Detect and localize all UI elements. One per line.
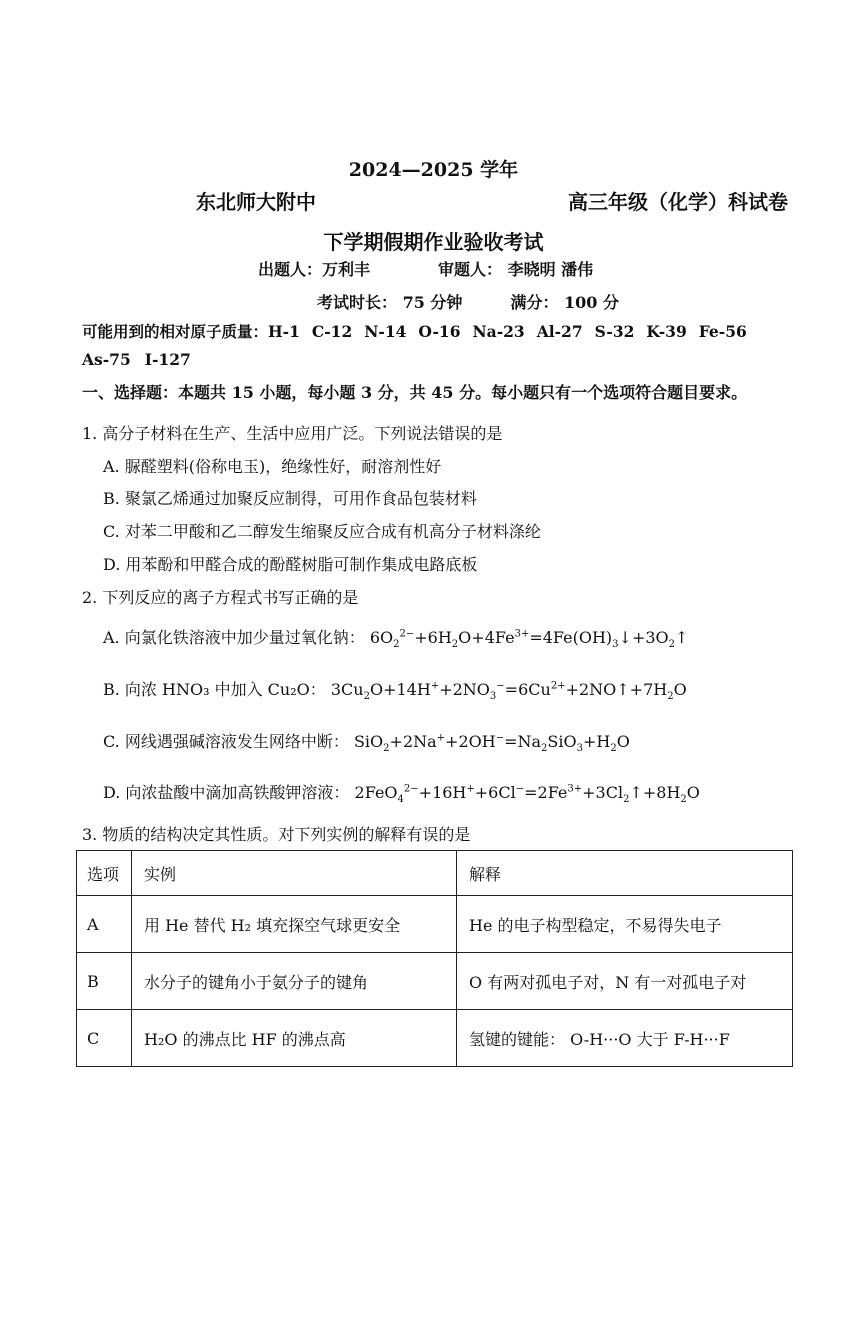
header-option: 选项 — [77, 851, 132, 896]
reviewer-label: 审题人： — [438, 260, 503, 279]
q1-option-d: D. 用苯酚和甲醛合成的酚醛树脂可制作集成电路底板 — [103, 555, 478, 574]
exam-subject: 高三年级（化学）科试卷 — [568, 190, 788, 214]
q3-table — [76, 850, 793, 1067]
setter: 出题人：万利丰 — [258, 260, 371, 279]
exam-time-line — [317, 290, 619, 313]
header-example: 实例 — [132, 851, 457, 896]
q2-option-d: D. 向浓盐酸中滴加高铁酸钾溶液： $2FeO_4^{2-}+16H^++6Cl^-=2Fe^{3+}+3Cl_2↑+8H_2O$ — [103, 783, 700, 806]
q3-stem: 3. 物质的结构决定其性质。对下列实例的解释有误的是 — [82, 825, 471, 844]
authors-line — [258, 257, 593, 280]
school-name: 东北师大附中 — [196, 190, 316, 214]
atomic-mass-label: 可能用到的相对原子质量： — [82, 322, 269, 341]
header-explanation: 解释 — [457, 851, 793, 896]
q1-stem: 1. 高分子材料在生产、生活中应用广泛。下列说法错误的是 — [82, 424, 503, 443]
atomic-mass-line-1: 可能用到的相对原子质量：H-1 C-12 N-14 O-16 Na-23 Al-27 S-32 K-39 Fe-56 — [82, 322, 747, 341]
q2-option-c: C. 网线遇强碱溶液发生网络中断： $SiO_2+2Na^++2OH^-=Na_2SiO_3+H_2O$ — [103, 732, 630, 755]
q2-equation-d: $2FeO_4^{2-}+16H^++6Cl^-=2Fe^{3+}+3Cl_2↑+8H_2O$ — [354, 783, 700, 806]
section-1-title: 一、选择题：本题共 15 小题，每小题 3 分，共 45 分。每小题只有一个选项符合题目要求。 — [82, 383, 748, 402]
time-label: 考试时长： — [317, 293, 398, 312]
table-row: A 用 He 替代 H₂ 填充探空气球更安全 He 的电子构型稳定，不易得失电子 — [77, 896, 793, 953]
reviewers: 李晓明 潘伟 — [507, 260, 594, 279]
table-header-row — [77, 851, 793, 896]
q2-option-a: A. 向氯化铁溶液中加少量过氧化钠： $6O_2^{2-}+6H_2O+4Fe^{3+}=4Fe(OH)_3↓+3O_2↑$ — [103, 628, 689, 651]
q1-option-b: B. 聚氯乙烯通过加聚反应制得，可用作食品包装材料 — [103, 489, 477, 508]
q2-stem: 2. 下列反应的离子方程式书写正确的是 — [82, 588, 359, 607]
q2-equation-a: $6O_2^{2-}+6H_2O+4Fe^{3+}=4Fe(OH)_3↓+3O_2↑$ — [369, 628, 689, 651]
atomic-mass-line-2: As-75 I-127 — [82, 350, 191, 369]
table-row: C H₂O 的沸点比 HF 的沸点高 氢键的键能： O-H···O 大于 F-H···F — [77, 1010, 793, 1067]
table-row: B 水分子的键角小于氨分子的键角 O 有两对孤电子对，N 有一对孤电子对 — [77, 953, 793, 1010]
exam-title: 下学期假期作业验收考试 — [323, 230, 544, 254]
q2-equation-b: $3Cu_2O+14H^++2NO_3^-=6Cu^{2+}+2NO↑+7H_2O$ — [330, 680, 687, 703]
time-value: 75 分钟 — [402, 293, 463, 312]
score-label: 满分： — [510, 293, 559, 312]
score-value: 100 分 — [564, 293, 620, 312]
q2-option-b: B. 向浓 HNO₃ 中加入 Cu₂O： $3Cu_2O+14H^++2NO_3^-=6Cu^{2+}+2NO↑+7H_2O$ — [103, 680, 687, 703]
q2-equation-c: $SiO_2+2Na^++2OH^-=Na_2SiO_3+H_2O$ — [353, 732, 630, 755]
exam-year: 2024—2025 学年 — [348, 159, 519, 181]
q1-option-c: C. 对苯二甲酸和乙二醇发生缩聚反应合成有机高分子材料涤纶 — [103, 522, 541, 541]
q1-option-a: A. 脲醛塑料(俗称电玉)，绝缘性好，耐溶剂性好 — [103, 457, 442, 476]
